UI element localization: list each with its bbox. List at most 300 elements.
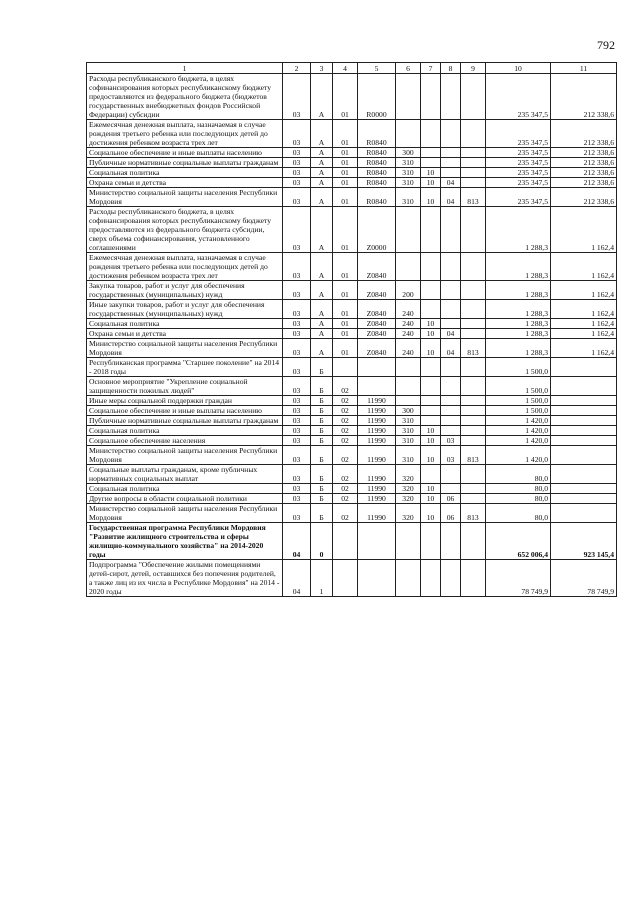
code-cell	[421, 377, 441, 396]
column-header: 1	[87, 63, 283, 74]
table-row	[87, 300, 617, 319]
row-description: Министерство социальной защиты населения Республики Мордовия	[87, 339, 283, 358]
row-description: Государственная программа Республики Мордовия "Развитие жилищного строительства и сферы жилищно-коммунального хозяйства" на 2014-2020 годы	[87, 523, 283, 560]
table-row	[87, 446, 617, 465]
code-cell	[421, 560, 441, 597]
column-header: 6	[396, 63, 421, 74]
row-description: Министерство социальной защиты населения Республики Мордовия	[87, 504, 283, 523]
amount-cell: 78 749,9	[486, 560, 551, 597]
code-cell: 240	[396, 319, 421, 329]
code-cell	[421, 358, 441, 377]
code-cell: 03	[283, 300, 311, 319]
amount-cell	[551, 504, 617, 523]
code-cell: Б	[311, 416, 333, 426]
table-row	[87, 504, 617, 523]
code-cell: 320	[396, 465, 421, 484]
amount-cell: 1 500,0	[486, 358, 551, 377]
amount-cell: 1 162,4	[551, 281, 617, 300]
row-description: Основное мероприятие "Укрепление социальной защищенности пожилых людей"	[87, 377, 283, 396]
code-cell: 240	[396, 339, 421, 358]
code-cell: 813	[461, 504, 486, 523]
code-cell: 06	[441, 504, 461, 523]
amount-cell: 235 347,5	[486, 188, 551, 207]
code-cell	[421, 281, 441, 300]
code-cell: 10	[421, 484, 441, 494]
code-cell	[461, 178, 486, 188]
row-description: Социальная политика	[87, 168, 283, 178]
amount-cell: 1 288,3	[486, 207, 551, 253]
code-cell	[421, 416, 441, 426]
code-cell	[441, 148, 461, 158]
table-row	[87, 158, 617, 168]
table-row	[87, 465, 617, 484]
amount-cell	[551, 358, 617, 377]
table-row	[87, 416, 617, 426]
code-cell: 310	[396, 416, 421, 426]
code-cell: 03	[283, 188, 311, 207]
code-cell	[461, 158, 486, 168]
row-description: Социальная политика	[87, 426, 283, 436]
code-cell: Б	[311, 446, 333, 465]
code-cell	[441, 484, 461, 494]
code-cell	[461, 484, 486, 494]
table-row	[87, 120, 617, 148]
code-cell	[441, 120, 461, 148]
table-row	[87, 168, 617, 178]
code-cell	[441, 416, 461, 426]
code-cell	[441, 406, 461, 416]
code-cell: 200	[396, 281, 421, 300]
code-cell	[461, 120, 486, 148]
code-cell: 03	[283, 207, 311, 253]
table-row	[87, 188, 617, 207]
code-cell	[461, 168, 486, 178]
amount-cell: 80,0	[486, 484, 551, 494]
table-row	[87, 426, 617, 436]
row-description: Социальное обеспечение населения	[87, 436, 283, 446]
code-cell: А	[311, 168, 333, 178]
row-description: Иные закупки товаров, работ и услуг для обеспечения государственных (муниципальных) нужд	[87, 300, 283, 319]
table-row	[87, 319, 617, 329]
code-cell: 1	[311, 560, 333, 597]
code-cell: Z0000	[358, 207, 396, 253]
amount-cell: 235 347,5	[486, 120, 551, 148]
table-row	[87, 406, 617, 416]
code-cell: 10	[421, 339, 441, 358]
code-cell	[358, 560, 396, 597]
code-cell: 03	[283, 358, 311, 377]
code-cell: 10	[421, 319, 441, 329]
code-cell: 01	[333, 168, 358, 178]
code-cell: 310	[396, 436, 421, 446]
code-cell: 310	[396, 446, 421, 465]
amount-cell: 1 420,0	[486, 416, 551, 426]
code-cell	[333, 523, 358, 560]
code-cell	[461, 436, 486, 446]
code-cell	[421, 300, 441, 319]
code-cell: 320	[396, 504, 421, 523]
table-row	[87, 253, 617, 281]
code-cell	[461, 74, 486, 120]
amount-cell	[551, 465, 617, 484]
amount-cell: 923 145,4	[551, 523, 617, 560]
amount-cell: 1 288,3	[486, 300, 551, 319]
amount-cell: 212 338,6	[551, 148, 617, 158]
row-description: Подпрограмма "Обеспечение жилыми помещениями детей-сирот, детей, оставшихся без попечения родителей, а также лиц из их числа в Республике Мордовия" на 2014 - 2020 годы	[87, 560, 283, 597]
code-cell	[396, 377, 421, 396]
code-cell: 03	[441, 436, 461, 446]
amount-cell: 1 162,4	[551, 319, 617, 329]
code-cell	[461, 416, 486, 426]
code-cell: 0	[311, 523, 333, 560]
amount-cell: 212 338,6	[551, 74, 617, 120]
code-cell: А	[311, 120, 333, 148]
amount-cell: 1 500,0	[486, 406, 551, 416]
row-description: Министерство социальной защиты населения Республики Мордовия	[87, 446, 283, 465]
code-cell	[421, 465, 441, 484]
amount-cell: 212 338,6	[551, 120, 617, 148]
code-cell: 03	[283, 406, 311, 416]
row-description: Расходы республиканского бюджета, в целях софинансирования которых республиканскому бюджету предоставляются из федерального бюджета (бюджетов государственных внебюджетных фондов Российской Федерации) субсидии	[87, 74, 283, 120]
amount-cell: 1 500,0	[486, 377, 551, 396]
table-row	[87, 339, 617, 358]
row-description: Ежемесячная денежная выплата, назначаемая в случае рождения третьего ребенка или последующих детей до достижения ребенком возраста трех лет	[87, 120, 283, 148]
row-description: Социальное обеспечение и иные выплаты населению	[87, 406, 283, 416]
code-cell: 01	[333, 148, 358, 158]
row-description: Социальная политика	[87, 484, 283, 494]
code-cell: Б	[311, 484, 333, 494]
code-cell: 300	[396, 406, 421, 416]
code-cell: 03	[283, 319, 311, 329]
table-row	[87, 329, 617, 339]
column-header: 11	[551, 63, 617, 74]
code-cell	[333, 560, 358, 597]
code-cell: 03	[283, 120, 311, 148]
code-cell	[441, 523, 461, 560]
code-cell: 300	[396, 148, 421, 158]
row-description: Социальное обеспечение и иные выплаты населению	[87, 148, 283, 158]
code-cell: 03	[283, 148, 311, 158]
code-cell: 320	[396, 494, 421, 504]
code-cell	[358, 377, 396, 396]
table-row	[87, 523, 617, 560]
code-cell: 10	[421, 178, 441, 188]
code-cell: 02	[333, 504, 358, 523]
code-cell	[396, 396, 421, 406]
code-cell	[441, 426, 461, 436]
amount-cell	[551, 377, 617, 396]
code-cell: 03	[441, 446, 461, 465]
row-description: Иные меры социальной поддержки граждан	[87, 396, 283, 406]
code-cell	[441, 158, 461, 168]
code-cell: 11990	[358, 426, 396, 436]
code-cell: 02	[333, 494, 358, 504]
code-cell: 02	[333, 484, 358, 494]
row-description: Социальная политика	[87, 319, 283, 329]
code-cell: 10	[421, 504, 441, 523]
code-cell	[441, 319, 461, 329]
code-cell: 02	[333, 416, 358, 426]
code-cell: R0840	[358, 158, 396, 168]
code-cell: 03	[283, 416, 311, 426]
code-cell	[421, 148, 441, 158]
code-cell: А	[311, 281, 333, 300]
amount-cell: 80,0	[486, 465, 551, 484]
amount-cell: 652 006,4	[486, 523, 551, 560]
code-cell: 03	[283, 494, 311, 504]
code-cell: 320	[396, 484, 421, 494]
code-cell: 01	[333, 74, 358, 120]
table-row	[87, 178, 617, 188]
code-cell	[421, 74, 441, 120]
code-cell	[461, 377, 486, 396]
amount-cell: 212 338,6	[551, 188, 617, 207]
code-cell	[461, 300, 486, 319]
amount-cell: 1 162,4	[551, 339, 617, 358]
code-cell	[421, 120, 441, 148]
column-header: 2	[283, 63, 311, 74]
code-cell	[396, 358, 421, 377]
code-cell	[461, 148, 486, 158]
code-cell: 03	[283, 446, 311, 465]
code-cell: А	[311, 74, 333, 120]
column-header: 3	[311, 63, 333, 74]
code-cell: 310	[396, 426, 421, 436]
amount-cell: 235 347,5	[486, 148, 551, 158]
code-cell: 10	[421, 329, 441, 339]
code-cell: R0840	[358, 178, 396, 188]
code-cell: 02	[333, 446, 358, 465]
code-cell: Б	[311, 406, 333, 416]
column-header: 9	[461, 63, 486, 74]
code-cell: R0000	[358, 74, 396, 120]
code-cell: Z0840	[358, 339, 396, 358]
code-cell: 03	[283, 377, 311, 396]
code-cell	[421, 523, 441, 560]
code-cell: 01	[333, 319, 358, 329]
code-cell: 01	[333, 207, 358, 253]
code-cell	[441, 300, 461, 319]
code-cell	[441, 74, 461, 120]
code-cell	[461, 396, 486, 406]
code-cell	[358, 358, 396, 377]
code-cell: 04	[441, 329, 461, 339]
amount-cell: 1 162,4	[551, 329, 617, 339]
amount-cell: 1 288,3	[486, 339, 551, 358]
amount-cell	[551, 416, 617, 426]
code-cell: 03	[283, 74, 311, 120]
amount-cell	[551, 494, 617, 504]
code-cell: Z0840	[358, 300, 396, 319]
code-cell	[461, 494, 486, 504]
code-cell: 03	[283, 281, 311, 300]
code-cell: 01	[333, 253, 358, 281]
code-cell	[461, 253, 486, 281]
amount-cell: 212 338,6	[551, 178, 617, 188]
amount-cell: 1 288,3	[486, 329, 551, 339]
amount-cell: 1 162,4	[551, 300, 617, 319]
code-cell: 03	[283, 396, 311, 406]
code-cell: Б	[311, 504, 333, 523]
code-cell: 10	[421, 446, 441, 465]
table-row	[87, 377, 617, 396]
code-cell: А	[311, 207, 333, 253]
table-row	[87, 494, 617, 504]
code-cell	[461, 523, 486, 560]
code-cell: 01	[333, 178, 358, 188]
amount-cell: 212 338,6	[551, 168, 617, 178]
code-cell: 11990	[358, 416, 396, 426]
code-cell	[396, 120, 421, 148]
code-cell: 04	[283, 523, 311, 560]
code-cell: 04	[441, 188, 461, 207]
code-cell: 02	[333, 426, 358, 436]
amount-cell: 235 347,5	[486, 168, 551, 178]
code-cell	[441, 396, 461, 406]
code-cell	[461, 358, 486, 377]
code-cell: 04	[441, 178, 461, 188]
code-cell	[421, 396, 441, 406]
code-cell: 03	[283, 158, 311, 168]
code-cell: 10	[421, 494, 441, 504]
code-cell	[461, 426, 486, 436]
code-cell: 240	[396, 329, 421, 339]
code-cell: 03	[283, 426, 311, 436]
code-cell: 04	[283, 560, 311, 597]
row-description: Охрана семьи и детства	[87, 178, 283, 188]
table-row	[87, 148, 617, 158]
table-row	[87, 484, 617, 494]
code-cell: 310	[396, 188, 421, 207]
code-cell: 11990	[358, 465, 396, 484]
code-cell: 11990	[358, 494, 396, 504]
row-description: Ежемесячная денежная выплата, назначаемая в случае рождения третьего ребенка или последующих детей до достижения ребенком возраста трех лет	[87, 253, 283, 281]
row-description: Министерство социальной защиты населения Республики Мордовия	[87, 188, 283, 207]
code-cell: 11990	[358, 484, 396, 494]
amount-cell	[551, 446, 617, 465]
code-cell: А	[311, 188, 333, 207]
code-cell	[441, 560, 461, 597]
code-cell: 02	[333, 436, 358, 446]
amount-cell: 1 420,0	[486, 426, 551, 436]
code-cell: 11990	[358, 504, 396, 523]
code-cell	[396, 253, 421, 281]
code-cell	[441, 465, 461, 484]
table-row	[87, 560, 617, 597]
amount-cell: 235 347,5	[486, 158, 551, 168]
code-cell: Б	[311, 396, 333, 406]
amount-cell	[551, 396, 617, 406]
code-cell: 310	[396, 178, 421, 188]
code-cell: 813	[461, 339, 486, 358]
amount-cell: 78 749,9	[551, 560, 617, 597]
code-cell	[396, 74, 421, 120]
code-cell: 01	[333, 339, 358, 358]
code-cell	[461, 560, 486, 597]
code-cell	[441, 207, 461, 253]
code-cell: Б	[311, 426, 333, 436]
code-cell: А	[311, 329, 333, 339]
amount-cell: 212 338,6	[551, 158, 617, 168]
code-cell: 10	[421, 168, 441, 178]
code-cell	[461, 465, 486, 484]
code-cell: Б	[311, 465, 333, 484]
amount-cell: 1 420,0	[486, 446, 551, 465]
column-header: 5	[358, 63, 396, 74]
code-cell: 03	[283, 178, 311, 188]
code-cell: 813	[461, 446, 486, 465]
code-cell: 01	[333, 281, 358, 300]
code-cell: Z0840	[358, 281, 396, 300]
code-cell: 03	[283, 465, 311, 484]
code-cell	[461, 329, 486, 339]
code-cell: 240	[396, 300, 421, 319]
code-cell: 310	[396, 158, 421, 168]
code-cell: R0840	[358, 188, 396, 207]
amount-cell: 1 288,3	[486, 319, 551, 329]
code-cell: А	[311, 158, 333, 168]
code-cell: 11990	[358, 396, 396, 406]
row-description: Публичные нормативные социальные выплаты гражданам	[87, 416, 283, 426]
code-cell: 01	[333, 120, 358, 148]
code-cell: 10	[421, 188, 441, 207]
code-cell: 01	[333, 188, 358, 207]
amount-cell: 1 162,4	[551, 207, 617, 253]
code-cell: 01	[333, 329, 358, 339]
code-cell	[421, 158, 441, 168]
column-header: 8	[441, 63, 461, 74]
code-cell	[396, 523, 421, 560]
row-description: Охрана семьи и детства	[87, 329, 283, 339]
code-cell: 01	[333, 300, 358, 319]
table-row	[87, 281, 617, 300]
code-cell	[358, 523, 396, 560]
row-description: Социальные выплаты гражданам, кроме публичных нормативных социальных выплат	[87, 465, 283, 484]
code-cell	[396, 560, 421, 597]
code-cell: 02	[333, 396, 358, 406]
code-cell	[421, 207, 441, 253]
column-header: 10	[486, 63, 551, 74]
code-cell: 06	[441, 494, 461, 504]
code-cell: 02	[333, 377, 358, 396]
amount-cell: 80,0	[486, 494, 551, 504]
code-cell: Z0840	[358, 253, 396, 281]
code-cell	[421, 406, 441, 416]
code-cell: Б	[311, 358, 333, 377]
amount-cell: 235 347,5	[486, 74, 551, 120]
code-cell: Z0840	[358, 319, 396, 329]
code-cell: R0840	[358, 120, 396, 148]
amount-cell	[551, 426, 617, 436]
code-cell	[396, 207, 421, 253]
amount-cell: 1 288,3	[486, 281, 551, 300]
amount-cell: 235 347,5	[486, 178, 551, 188]
code-cell: 04	[441, 339, 461, 358]
table-row	[87, 207, 617, 253]
amount-cell	[551, 406, 617, 416]
code-cell: 11990	[358, 406, 396, 416]
code-cell	[441, 358, 461, 377]
amount-cell: 1 288,3	[486, 253, 551, 281]
code-cell	[441, 281, 461, 300]
table-row	[87, 436, 617, 446]
code-cell: 11990	[358, 436, 396, 446]
code-cell: R0840	[358, 148, 396, 158]
code-cell: 310	[396, 168, 421, 178]
code-cell	[461, 207, 486, 253]
code-cell	[441, 168, 461, 178]
code-cell: Б	[311, 377, 333, 396]
